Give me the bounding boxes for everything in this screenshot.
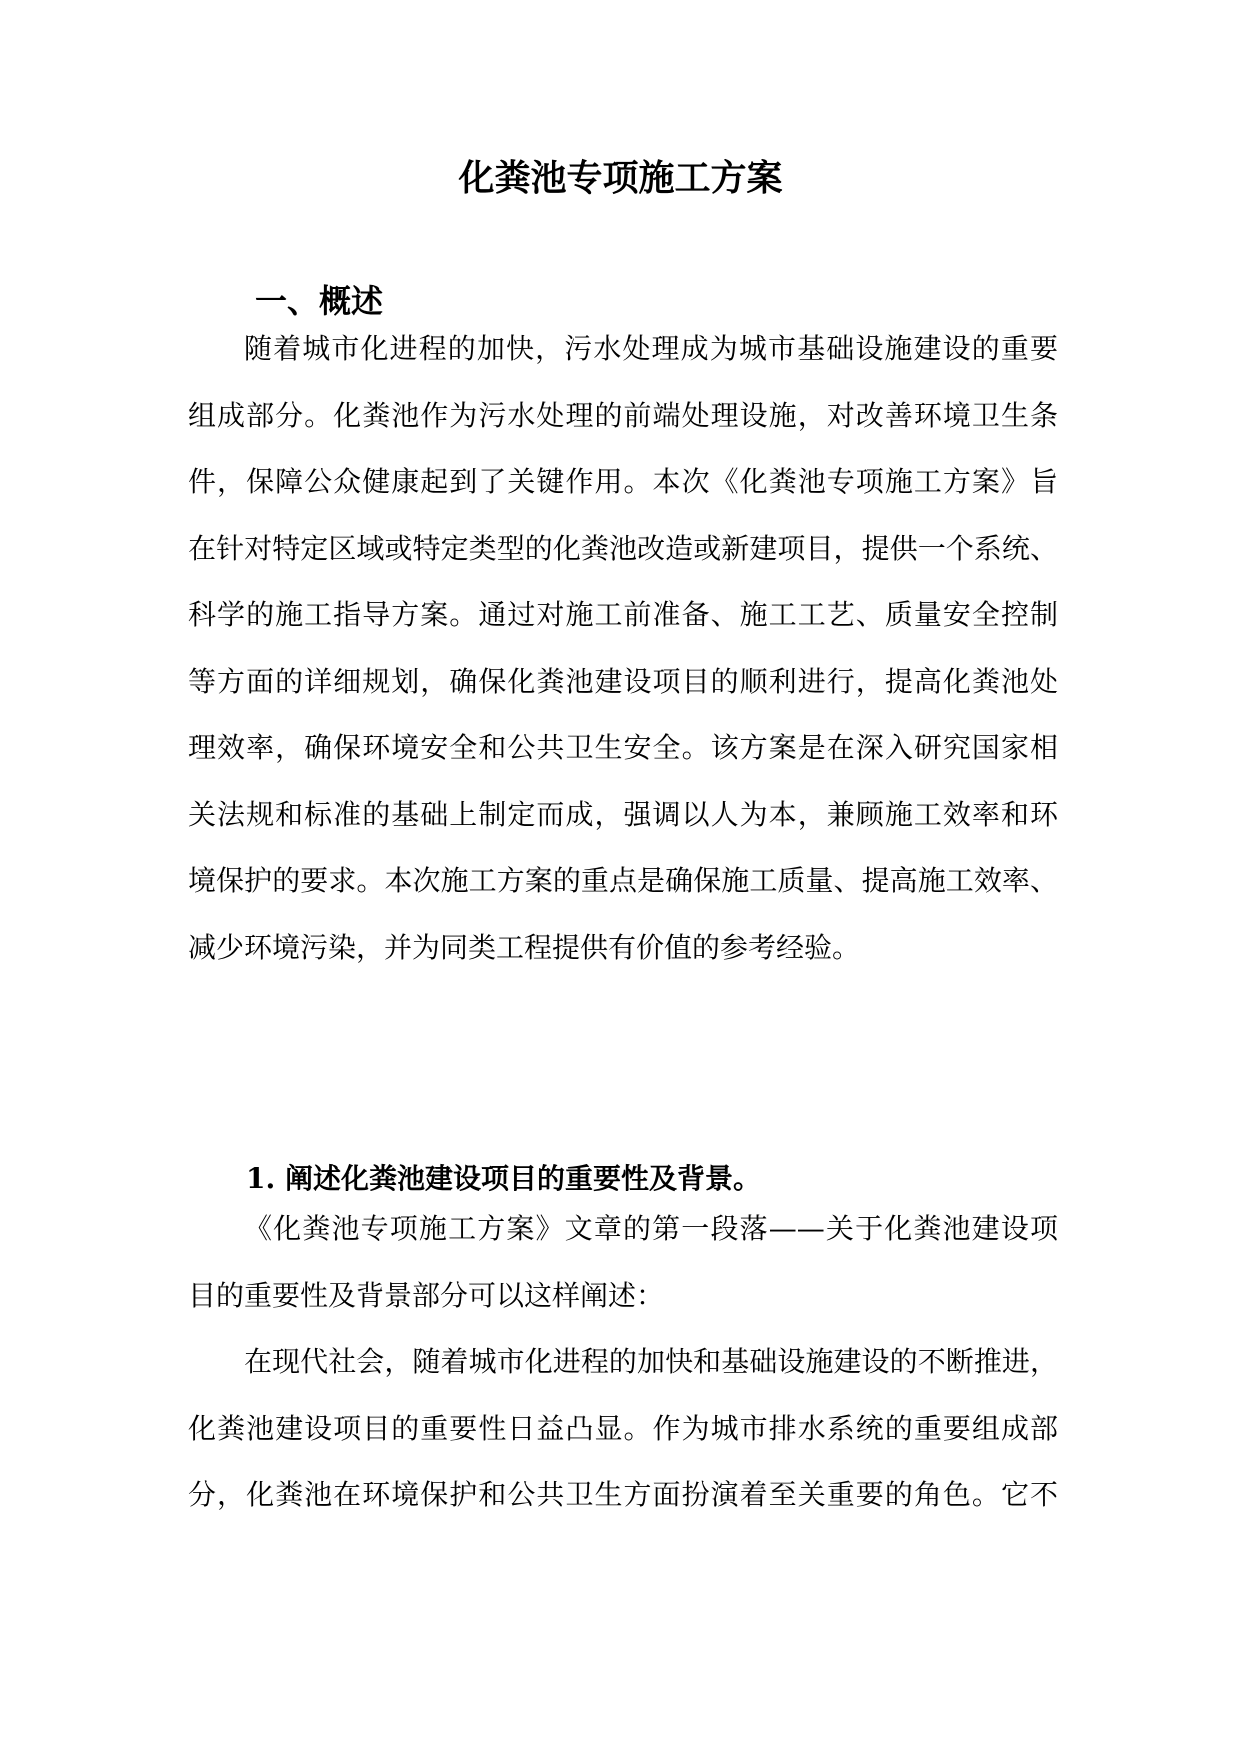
paragraph-line: 化粪池建设项目的重要性日益凸显。作为城市排水系统的重要组成部 bbox=[188, 1411, 1058, 1445]
paragraph-line: 随着城市化进程的加快，污水处理成为城市基础设施建设的重要 bbox=[244, 332, 1058, 365]
document-title: 化粪池专项施工方案 bbox=[458, 157, 783, 199]
overview-paragraph bbox=[188, 316, 1058, 981]
paragraph-line: 在现代社会，随着城市化进程的加快和基础设施建设的不断推进， bbox=[244, 1345, 1058, 1378]
paragraph-line: 《化粪池专项施工方案》文章的第一段落——关于化粪池建设项 bbox=[244, 1212, 1058, 1245]
paragraph-line: 等方面的详细规划，确保化粪池建设项目的顺利进行，提高化粪池处 bbox=[188, 664, 1058, 698]
paragraph-line: 分，化粪池在环境保护和公共卫生方面扮演着至关重要的角色。它不 bbox=[188, 1478, 1058, 1511]
section-heading-overview: 一、概述 bbox=[255, 282, 384, 320]
paragraph-line: 理效率，确保环境安全和公共卫生安全。该方案是在深入研究国家相 bbox=[188, 731, 1058, 764]
paragraph-line: 件，保障公众健康起到了关键作用。本次《化粪池专项施工方案》旨 bbox=[188, 465, 1058, 498]
paragraph-line: 关法规和标准的基础上制定而成，强调以人为本，兼顾施工效率和环 bbox=[188, 797, 1058, 831]
paragraph-line: 组成部分。化粪池作为污水处理的前端处理设施，对改善环境卫生条 bbox=[188, 398, 1058, 432]
paragraph-line: 在针对特定区域或特定类型的化粪池改造或新建项目，提供一个系统、 bbox=[188, 531, 1058, 565]
paragraph-line: 减少环境污染，并为同类工程提供有价值的参考经验。 bbox=[188, 930, 861, 964]
importance-paragraph-body bbox=[188, 1329, 1058, 1529]
paragraph-line: 科学的施工指导方案。通过对施工前准备、施工工艺、质量安全控制 bbox=[188, 598, 1058, 631]
paragraph-line: 境保护的要求。本次施工方案的重点是确保施工质量、提高施工效率、 bbox=[188, 864, 1058, 897]
paragraph-line: 目的重要性及背景部分可以这样阐述： bbox=[188, 1278, 665, 1312]
importance-paragraph-intro bbox=[188, 1196, 1058, 1329]
subsection-heading-importance: 1. 阐述化粪池建设项目的重要性及背景。 bbox=[246, 1162, 761, 1195]
